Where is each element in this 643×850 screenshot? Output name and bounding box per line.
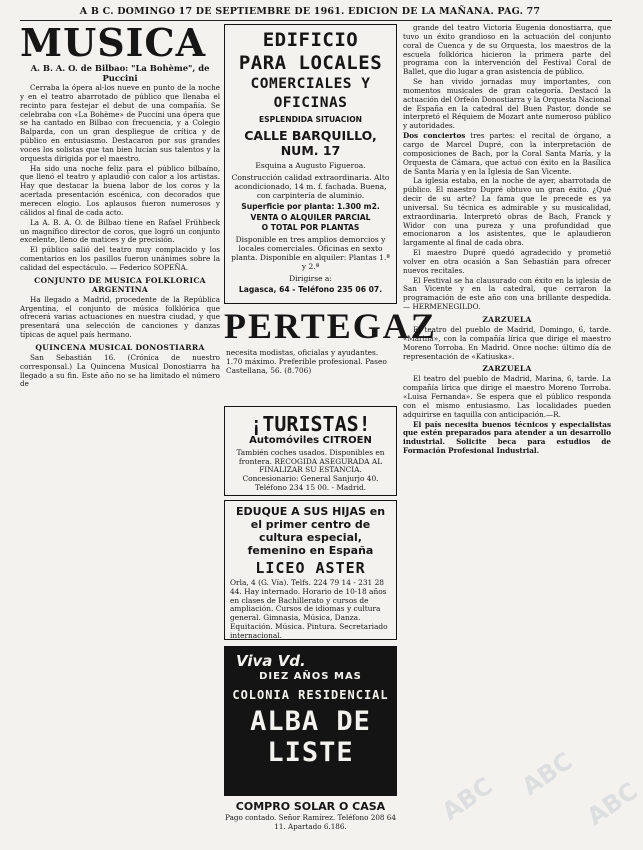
bohème-headline: A. B. A. O. de Bilbao: "La Bohème", de Puccini (30, 63, 210, 83)
ad-text: Esquina a Augusto Figueroa. (255, 161, 366, 170)
citroen-label: Automóviles CITROEN (249, 435, 372, 446)
liceo-aster-ad (224, 500, 397, 640)
ad-situacion: ESPLENDIDA SITUACION (258, 115, 363, 124)
article-paragraph: El público salió del teatro muy complacido y los comentarios en los pasillos fueron unánimes sobre la calidad del espectáculo. — Federico SOPEÑA. (20, 245, 220, 272)
ad-headline: COMPRO SOLAR O CASA (235, 800, 386, 813)
musica-column (20, 20, 220, 844)
abc-watermark: ABC (516, 746, 578, 802)
ad-slogan: DIEZ AÑOS MAS (259, 671, 362, 682)
article-paragraph: La iglesia estaba, en la noche de ayer, abarrotada de público. El maestro Dupré obtuvo un gran éxito. ¿Qué decir de su arte? La fama que le precede es ya universal. Su técnica es admirable y su musicalidad, extraordinaria. Interpretó obras de Bach, Franck y Widor con una pureza y una profundidad que emocionaron a los asistentes, que le aplaudieron largamente al final de cada obra. (403, 176, 611, 248)
ad-brand: ALBA DE LISTE (250, 706, 371, 768)
article-paragraph: La A. B. A. O. de Bilbao tiene en Rafael Frühbeck un magnífico director de coros, que logró un conjunto excelente, lleno de matices y de precisión. (20, 217, 220, 245)
turistas-brand: ¡TURISTAS! (250, 412, 371, 436)
article-paragraph: San Sebastián 16. (Crónica de nuestro corresponsal.) La Quincena Musical Donostiarra ha llegado a su fin. Este año no se ha limitado el número de (20, 352, 220, 389)
article-paragraph: Ha sido una noche feliz para el público bilbaíno, que llenó el teatro y aplaudió con calor a los artistas. Hay que destacar la buena labor de los coros y la acertada presentación escénica, con decorados que merecen elogio. Los aplausos fueron numerosos y cálidos al final de cada acto. (20, 163, 220, 217)
ad-text: Construcción calidad extraordinaria. Alto acondicionado, 14 m. f. fachada. Buena, con carpintería de aluminio. (231, 173, 390, 200)
article-paragraph: Ha llegado a Madrid, procedente de la República Argentina, el conjunto de música folklórica que ofrecerá varias actuaciones en nuestra ciudad, y que presentará una selección de canciones y danzas típicas de aquel país hermano. (20, 294, 220, 340)
zarzuela-headline: ZARZUELA (482, 315, 532, 324)
ad-contact: Lagasca, 64 - Teléfono 235 06 07. (238, 285, 383, 294)
quincena-headline: QUINCENA MUSICAL DONOSTIARRA (35, 342, 205, 352)
article-paragraph: El teatro del pueblo de Madrid, Marina, 6, tarde. La compañía lírica que dirige el maestro Moreno Torroba. «Luisa Fernanda». Se espera que el público responda con el mismo entusiasmo. Las localidades pueden adquirirse en taquilla con anticipación.—R. (403, 374, 611, 419)
article-paragraph: El país necesita buenos técnicos y especialistas que estén preparados para atender a un desarrollo industrial. Solicite beca para estudios de Formación Profesional Industrial. (403, 419, 611, 456)
conciertos-lead: Dos conciertos (403, 131, 466, 141)
abc-watermark: ABC (436, 771, 498, 827)
article-paragraph: El Festival se ha clausurado con éxito en la iglesia de San Vicente y en la catedral, que cerraron la programación de este año con una brillante despedida. — HERMENEGILDO. (403, 275, 611, 312)
ad-text: Orla, 4 (G. Vía). Telfs. 224 79 14 - 231 28 44. Hay internado. Horario de 10-18 años en clases de Bachillerato y cursos de ampliación. Cursos de idiomas y cultura general. Gimnasia, Música, Danza. Equitación. Música. Pintura. Secretariado internacional. (230, 578, 388, 640)
ad-text: También coches usados. Disponibles en frontera. RECOGIDA ASEGURADA AL FINALIZAR SU ESTANCIA. Concesionario: General Sanjurjo 40. Teléfono 234 15 00. - Madrid. (236, 448, 385, 492)
page-header: A B C. DOMINGO 17 DE SEPTIEMBRE DE 1961. EDICION DE LA MAÑANA. PAG. 77 (79, 6, 541, 17)
ad-surface: Superficie por planta: 1.300 m2. (241, 202, 380, 211)
ad-text: Pago contado. Señor Ramírez. Teléfono 208 64 11. Apartado 6.186. (225, 813, 396, 831)
ad-slogan: Viva Vd. (236, 652, 306, 670)
abc-watermark: ABC (581, 776, 643, 832)
article-paragraph: Se han vivido jornadas muy importantes, con momentos musicales de gran categoría. Destacó la actuación del Orfeón Donostiarra y la Orquesta Nacional de España en la catedral del Buen Pastor, donde se interpretó el Réquiem de Mozart ante numeroso público y autoridades. (403, 77, 611, 131)
article-paragraph: grande del teatro Victoria Eugenia donostiarra, que tuvo un éxito grandioso en la actuación del conjunto coral de Cuenca y de su Orquesta, los maestros de la escuela folklórica hicieron la primera parte del programa con la intervención del Festival Coral de Ballet, que dio lugar a gran asistencia de público. (403, 23, 611, 77)
turistas-ad (224, 406, 397, 496)
ad-street: CALLE BARQUILLO, NUM. 17 (244, 128, 377, 158)
folklore-headline: CONJUNTO DE MUSICA FOLKLORICA ARGENTINA (34, 275, 206, 294)
liceo-brand: LICEO ASTER (255, 559, 366, 577)
ad-headline: COMERCIALES Y OFICINAS (250, 76, 371, 111)
compro-solar-ad (224, 800, 397, 848)
pertegaz-ad (224, 306, 437, 401)
ad-lead: EDUQUE A SUS HIJAS en el primer centro de cultura especial, femenino en España (235, 505, 386, 557)
ad-venta: VENTA O ALQUILER PARCIAL (250, 213, 371, 222)
article-paragraph: El maestro Dupré quedó agradecido y prometió volver en otra ocasión a San Sebastián para ofrecer nuevos recitales. (403, 248, 611, 275)
edificio-ad (224, 24, 397, 304)
article-paragraph: Cerraba la ópera al-los nueve en punto de la noche y en el teatro abarrotado de público que llenaba el recinto para festejar el debut de una compañía. Se celebraba con «La Bohème» de Puccini una ópera que se ha cantado en Bilbao con frecuencia, y a Colegio Balparda, con un gran despliegue de crítica y de público en entusiasmo. Destacaron por sus grandes voces los solistas que tan bien lucían sus talentos y la orquesta dirigida por el maestro. (20, 83, 220, 163)
right-column (403, 24, 611, 844)
ad-text: Disponible en tres amplios demorcios y locales comerciales. Oficinas en sexto planta. Disponible en alquiler: Plantas 1.ª y 2.ª (231, 235, 390, 271)
ad-headline: PARA LOCALES (238, 52, 383, 74)
article-paragraph: El teatro del pueblo de Madrid, Domingo, 6, tarde. «Marina», con la compañía lírica que dirige el maestro Moreno Torroba. En Madrid. Once noche: último día de representación de «Katiuska». (403, 325, 611, 361)
ad-text: Dirigirse a: (289, 274, 332, 283)
ad-colonia: COLONIA RESIDENCIAL (232, 688, 389, 702)
ad-text: necesita modistas, oficialas y ayudantes. 1.70 máximo. Preferible profesional. Paseo Castellana, 56. (8.706) (226, 348, 387, 375)
ad-headline: EDIFICIO (262, 29, 359, 51)
alba-de-liste-ad (224, 646, 397, 796)
musica-title: MUSICA (20, 20, 207, 65)
pertegaz-brand: PERTEGAZ (224, 306, 437, 346)
zarzuela-headline: ZARZUELA (482, 364, 532, 374)
article-paragraph: tres partes: el recital de órgano, a cargo de Marcel Dupré, con la interpretación de composiciones de Bach, por la Coral Santa María, y la Orquesta de Cámara, que actuó con éxito en la Basílica de Santa María y en la Iglesia de San Vicente. (403, 131, 611, 176)
ad-venta: O TOTAL POR PLANTAS (261, 223, 360, 232)
